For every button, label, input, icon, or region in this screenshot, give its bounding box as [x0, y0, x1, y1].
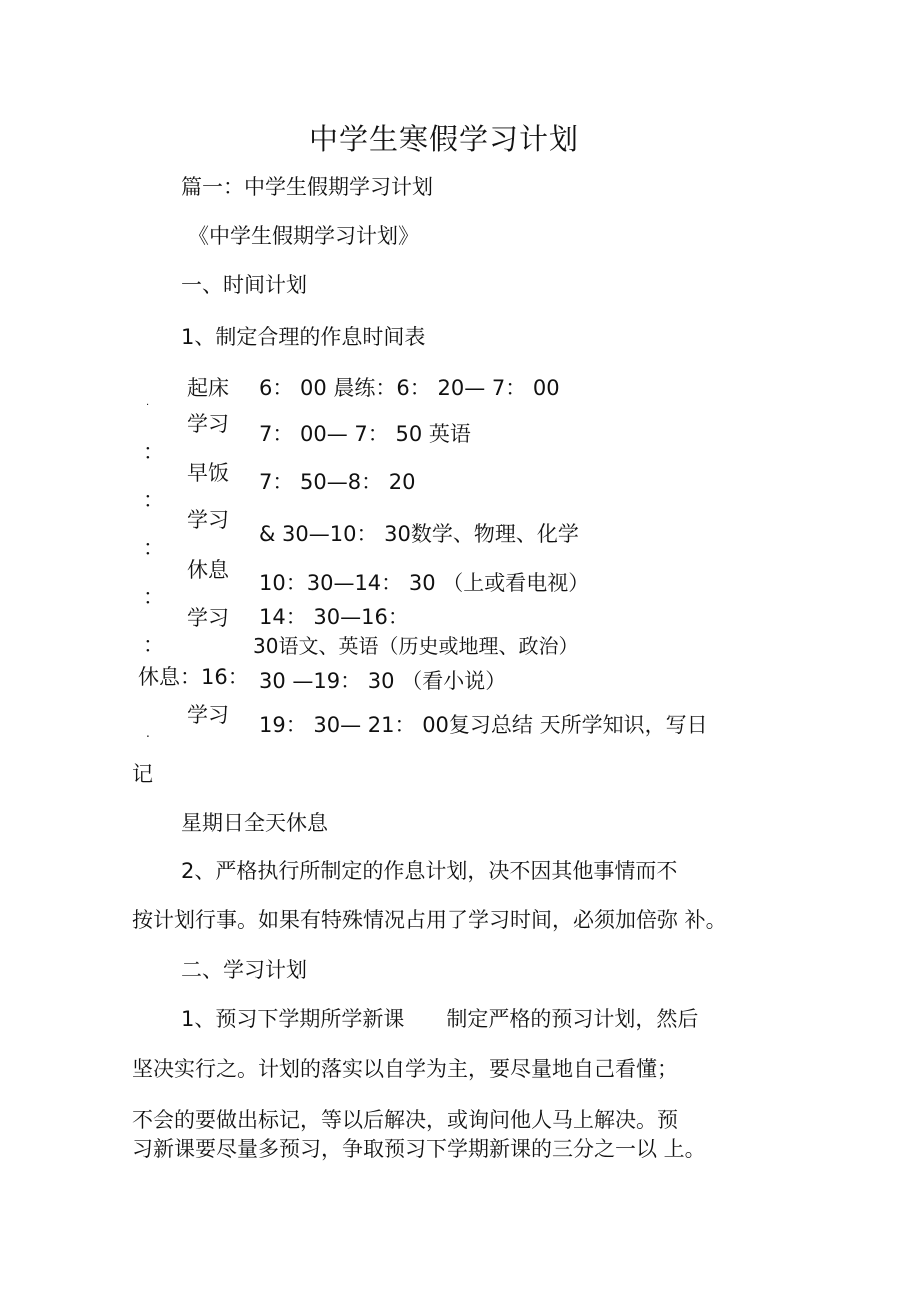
section-study-plan: 二、学习计划 [181, 958, 307, 982]
item2-line: 按计划行事。如果有特殊情况占用了学习时间，必须加倍弥 补。 [132, 908, 727, 932]
schedule-label: 休息：16： [138, 665, 249, 689]
schedule-label: 休息 [187, 558, 229, 582]
schedule-time: & 30—10： 30数学、物理、化学 [259, 522, 579, 546]
schedule-time: 30 —19： 30 （看小说） [259, 669, 507, 693]
schedule-label: 学习 [187, 508, 229, 532]
book-title: 《中学生假期学习计划》 [188, 224, 419, 248]
schedule-time: 7： 00— 7： 50 英语 [259, 422, 471, 446]
colon-mark: ： [143, 536, 164, 560]
item2-line: 2、严格执行所制定的作息计划，决不因其他事情而不 [181, 859, 678, 883]
schedule-time: 10：30—14： 30 （上或看电视） [259, 571, 590, 595]
stray-mark: . [146, 726, 150, 740]
schedule-time: 19： 30— 21： 00复习总结 天所学知识，写日 [259, 713, 708, 737]
colon-mark: ： [143, 488, 164, 512]
colon-mark: ： [143, 440, 164, 464]
sunday-note: 星期日全天休息 [181, 811, 328, 835]
schedule-time: 7： 50—8： 20 [259, 470, 416, 494]
schedule-time-continued: 30语文、英语（历史或地理、政治） [253, 634, 579, 658]
schedule-label: 学习 [187, 412, 229, 436]
paragraph-line: 习新课要尽量多预习，争取预习下学期新课的三分之一以 上。 [132, 1137, 706, 1161]
schedule-label: 学习 [187, 703, 229, 727]
schedule-time: 14： 30—16： [259, 605, 409, 629]
schedule-continued: 记 [132, 762, 153, 786]
item-schedule-heading: 1、制定合理的作息时间表 [181, 325, 426, 349]
schedule-time: 6： 00 晨练：6： 20— 7： 00 [259, 376, 560, 400]
document-title: 中学生寒假学习计划 [309, 122, 580, 156]
stray-mark: . [146, 397, 150, 408]
paragraph-line: 坚决实行之。计划的落实以自学为主，要尽量地自己看懂； [132, 1057, 678, 1081]
schedule-label: 起床 [187, 376, 229, 400]
colon-mark: ： [143, 633, 164, 657]
schedule-label: 学习 [187, 606, 229, 630]
paragraph-line: 不会的要做出标记，等以后解决，或询问他人马上解决。预 [132, 1108, 678, 1132]
chapter-heading: 篇一：中学生假期学习计划 [181, 175, 433, 199]
section-time-plan: 一、时间计划 [181, 273, 307, 297]
schedule-label: 早饭 [187, 461, 229, 485]
colon-mark: ： [143, 585, 164, 609]
paragraph-line: 1、预习下学期所学新课 制定严格的预习计划，然后 [181, 1007, 699, 1031]
